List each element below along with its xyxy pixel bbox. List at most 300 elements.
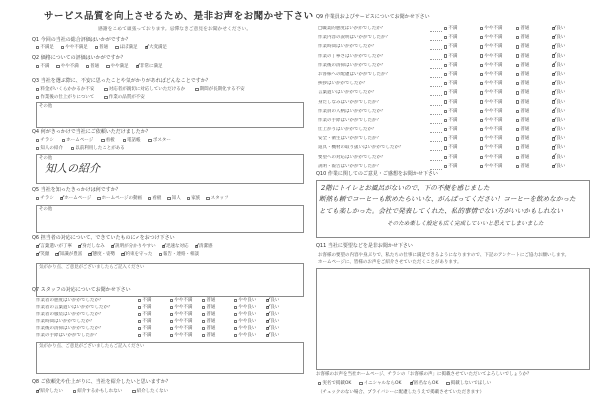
q9-cell[interactable] (552, 90, 588, 95)
checkbox[interactable] (234, 313, 237, 316)
checkbox-checked[interactable] (552, 91, 555, 94)
q9-cell[interactable] (516, 155, 552, 160)
checkbox[interactable] (516, 100, 519, 103)
checkbox[interactable] (36, 147, 39, 150)
q9-row-10 (318, 116, 588, 125)
q9-cell[interactable] (516, 90, 552, 95)
checkbox[interactable] (516, 54, 519, 57)
q4-comment-box[interactable] (36, 154, 304, 184)
checkbox-checked[interactable] (552, 27, 555, 30)
q9-cell[interactable] (480, 81, 516, 86)
checkbox[interactable] (187, 197, 190, 200)
cell[interactable]: 普通 (202, 333, 234, 338)
q9-cell[interactable] (444, 35, 480, 40)
row-label: 説明・報告はいかがでしたか？ (318, 163, 381, 169)
q3-option-4[interactable]: 作業の品質が不安 (104, 95, 144, 100)
q9-cell[interactable] (516, 100, 552, 105)
q9-cell[interactable] (444, 72, 480, 77)
q4-option-6[interactable]: 以前利用したことがある (71, 146, 125, 151)
checkbox[interactable] (73, 390, 76, 393)
checkbox[interactable] (71, 147, 74, 150)
checkbox[interactable] (444, 54, 447, 57)
checkbox[interactable] (159, 253, 162, 256)
dotted-leader (430, 86, 442, 87)
q9-cell[interactable] (552, 63, 588, 68)
q9-cell[interactable] (516, 35, 552, 40)
checkbox[interactable] (138, 299, 141, 302)
checkbox[interactable] (318, 382, 321, 385)
dotted-leader (430, 49, 442, 50)
checkbox[interactable] (480, 91, 483, 94)
q9-cell[interactable] (480, 90, 516, 95)
checkbox[interactable] (516, 146, 519, 149)
checkbox[interactable] (516, 73, 519, 76)
q3-option-2[interactable]: 期間が長期化する不安 (195, 87, 244, 92)
q1-option-2[interactable]: 普通 (95, 45, 108, 50)
checkbox-checked[interactable] (266, 334, 269, 337)
checkbox[interactable] (206, 197, 209, 200)
q4-option-0[interactable]: チラシ (36, 138, 54, 143)
checkbox[interactable] (516, 45, 519, 48)
checkbox[interactable] (446, 382, 449, 385)
cell[interactable]: 不満 (138, 312, 170, 317)
checkbox[interactable] (516, 36, 519, 39)
checkbox-checked[interactable] (136, 65, 139, 68)
checkbox-checked[interactable] (36, 245, 39, 248)
checkbox[interactable] (359, 382, 362, 385)
q6-option-0[interactable]: ✓ 言葉遣いが丁寧 (36, 244, 72, 249)
q3-option-0[interactable]: 料金がいくらかかるか不安 (36, 87, 94, 92)
checkbox[interactable] (202, 306, 205, 309)
checkbox[interactable] (115, 46, 118, 49)
checkbox[interactable] (95, 46, 98, 49)
q9-cell[interactable] (552, 35, 588, 40)
q11-comment-box[interactable] (316, 268, 590, 370)
q9-cell[interactable] (552, 118, 588, 123)
q5-option-2[interactable]: ホームページの動画 (97, 196, 142, 201)
q1-option-0[interactable]: 不満足 (36, 45, 54, 50)
cell[interactable]: やや良い (234, 326, 266, 331)
cell[interactable]: 不満 (138, 305, 170, 310)
q9-cell[interactable] (444, 155, 480, 160)
checkbox[interactable] (516, 82, 519, 85)
q9-cell[interactable] (480, 26, 516, 31)
option-label: 普通 (520, 81, 530, 87)
q9-cell[interactable] (552, 109, 588, 114)
checkbox[interactable] (444, 45, 447, 48)
q9-cell[interactable] (516, 136, 552, 141)
checkbox-checked[interactable] (195, 245, 198, 248)
checkbox[interactable] (123, 139, 126, 142)
checkbox-checked[interactable] (36, 390, 39, 393)
q6-option-5[interactable]: ✓ 笑顔 (36, 252, 49, 257)
q6-option-4[interactable]: ✓ 清潔感 (195, 244, 213, 249)
q3-option-1[interactable]: 対応者が親切に対応していただけるか (104, 87, 185, 92)
q9-table (318, 24, 588, 171)
q9-cell[interactable] (552, 145, 588, 150)
checkbox-checked[interactable] (162, 245, 165, 248)
checkbox-checked[interactable] (552, 119, 555, 122)
checkbox[interactable] (170, 320, 173, 323)
checkbox[interactable] (170, 313, 173, 316)
checkbox-checked[interactable] (121, 253, 124, 256)
q9-cell[interactable] (444, 44, 480, 49)
q5-option-1[interactable]: ✓ ホームページ (60, 196, 91, 201)
checkbox-checked[interactable] (552, 100, 555, 103)
checkbox-checked[interactable] (552, 165, 555, 168)
q9-cell[interactable] (516, 145, 552, 150)
q9-cell[interactable] (444, 54, 480, 59)
checkbox[interactable] (106, 65, 109, 68)
q1-option-4[interactable]: ✓ 大変満足 (145, 45, 167, 50)
footer-option-1[interactable]: イニシャルならOK (359, 381, 401, 386)
q9-cell[interactable] (552, 100, 588, 105)
q1-option-1[interactable]: やや不満足 (61, 45, 88, 50)
checkbox[interactable] (480, 137, 483, 140)
q9-cell[interactable] (480, 127, 516, 132)
q9-cell[interactable] (480, 72, 516, 77)
checkbox[interactable] (480, 54, 483, 57)
checkbox[interactable] (444, 82, 447, 85)
cell[interactable]: やや不満 (170, 312, 202, 317)
checkbox[interactable] (104, 88, 107, 91)
cell[interactable]: 不満 (138, 298, 170, 303)
cell[interactable]: ✓ 良い (266, 298, 298, 303)
row-label: 作業員の人柄はいかがでしたか？ (318, 108, 386, 114)
checkbox-checked[interactable] (60, 197, 63, 200)
q9-cell[interactable] (552, 155, 588, 160)
checkbox[interactable] (444, 91, 447, 94)
q9-cell[interactable] (480, 155, 516, 160)
q9-cell[interactable] (480, 35, 516, 40)
checkbox[interactable] (86, 65, 89, 68)
q9-cell[interactable] (444, 136, 480, 141)
checkbox[interactable] (234, 299, 237, 302)
checkbox[interactable] (104, 96, 107, 99)
footer-option-2[interactable]: ✓ 匿名ならOK (410, 381, 439, 386)
checkbox-checked[interactable] (266, 299, 269, 302)
q9-cell[interactable] (552, 127, 588, 132)
checkbox[interactable] (202, 299, 205, 302)
q9-cell[interactable] (444, 90, 480, 95)
checkbox[interactable] (234, 334, 237, 337)
checkbox-checked[interactable] (552, 110, 555, 113)
checkbox[interactable] (516, 64, 519, 67)
q2-option-4[interactable]: ✓ 非常に満足 (136, 64, 163, 69)
checkbox[interactable] (480, 45, 483, 48)
cell[interactable]: 不満 (138, 333, 170, 338)
checkbox[interactable] (444, 100, 447, 103)
checkbox[interactable] (170, 306, 173, 309)
q5-option-6[interactable]: スタッフ (206, 196, 228, 201)
checkbox[interactable] (444, 36, 447, 39)
checkbox-checked[interactable] (552, 146, 555, 149)
checkbox[interactable] (148, 139, 151, 142)
q9-cell[interactable] (444, 118, 480, 123)
q9-cell[interactable] (516, 63, 552, 68)
q9-cell[interactable] (516, 118, 552, 123)
q6-option-6[interactable]: ✓ 知識が豊富 (55, 252, 82, 257)
checkbox[interactable] (56, 65, 59, 68)
q9-cell[interactable] (516, 164, 552, 169)
checkbox-checked[interactable] (552, 64, 555, 67)
q7-comment-box[interactable] (36, 342, 304, 374)
checkbox[interactable] (444, 128, 447, 131)
cell[interactable]: 普通 (202, 319, 234, 324)
checkbox[interactable] (444, 64, 447, 67)
checkbox[interactable] (444, 165, 447, 168)
q6-option-3[interactable]: ✓ 迅速な対応 (162, 244, 189, 249)
checkbox-checked[interactable] (55, 253, 58, 256)
checkbox[interactable] (480, 165, 483, 168)
q8-option-1[interactable]: 紹介するかもしれない (73, 389, 122, 394)
q9-cell[interactable] (444, 100, 480, 105)
checkbox[interactable] (36, 197, 39, 200)
q9-row-1 (318, 33, 588, 42)
checkbox[interactable] (167, 197, 170, 200)
q5-comment-box[interactable] (36, 205, 304, 233)
q9-cell[interactable] (480, 109, 516, 114)
q9-cell[interactable] (552, 81, 588, 86)
q2-option-1[interactable]: やや不満 (56, 64, 78, 69)
q9-cell[interactable] (480, 44, 516, 49)
cell[interactable]: ✓ 良い (266, 319, 298, 324)
checkbox[interactable] (101, 139, 104, 142)
cell[interactable]: ✓ 良い (266, 305, 298, 310)
checkbox[interactable] (202, 334, 205, 337)
checkbox-checked[interactable] (266, 306, 269, 309)
q4-option-1[interactable]: ホームページ (62, 138, 93, 143)
q9-cell[interactable] (552, 54, 588, 59)
checkbox[interactable] (138, 334, 141, 337)
checkbox-checked[interactable] (266, 313, 269, 316)
checkbox[interactable] (480, 156, 483, 159)
cell[interactable]: 普通 (202, 326, 234, 331)
checkbox[interactable] (36, 139, 39, 142)
q9-cell[interactable] (552, 72, 588, 77)
option-label: 普通 (520, 62, 530, 68)
checkbox[interactable] (234, 320, 237, 323)
checkbox[interactable] (36, 65, 39, 68)
q9-cell[interactable] (516, 81, 552, 86)
q9-cell[interactable] (444, 26, 480, 31)
q9-cell[interactable] (480, 100, 516, 105)
checkbox-checked[interactable] (552, 156, 555, 159)
footer-option-3[interactable]: 掲載しないでほしい (446, 381, 491, 386)
q4-option-5[interactable]: 知人の紹介 (36, 146, 63, 151)
cell[interactable]: 普通 (202, 298, 234, 303)
q2-option-0[interactable]: 不満 (36, 64, 49, 69)
cell[interactable]: 不満 (138, 326, 170, 331)
cell[interactable]: やや良い (234, 333, 266, 338)
q9-cell[interactable] (480, 63, 516, 68)
checkbox[interactable] (170, 334, 173, 337)
checkbox[interactable] (480, 128, 483, 131)
checkbox[interactable] (516, 91, 519, 94)
q4-option-3[interactable]: 電話帳 (123, 138, 141, 143)
q9-cell[interactable] (444, 127, 480, 132)
q9-cell[interactable] (552, 164, 588, 169)
checkbox[interactable] (444, 27, 447, 30)
q2-option-2[interactable]: 普通 (86, 64, 99, 69)
checkbox-checked[interactable] (410, 382, 413, 385)
q6-option-1[interactable]: ✓ 身だしなみ (78, 244, 105, 249)
footer-option-0[interactable]: 実名で掲載OK (318, 381, 351, 386)
q9-cell[interactable] (444, 145, 480, 150)
q8-option-0[interactable]: ✓ 紹介したい (36, 389, 63, 394)
q6-option-2[interactable]: ✓ 説明が分かりやすい (111, 244, 156, 249)
q5-option-5[interactable]: 家族 (187, 196, 200, 201)
checkbox[interactable] (138, 306, 141, 309)
checkbox[interactable] (516, 165, 519, 168)
cell[interactable]: やや不満 (170, 298, 202, 303)
q6-option-9[interactable]: 報告・連絡・相談 (159, 252, 199, 257)
checkbox[interactable] (480, 27, 483, 30)
checkbox[interactable] (444, 73, 447, 76)
cell[interactable]: やや良い (234, 298, 266, 303)
checkbox-checked[interactable] (36, 253, 39, 256)
checkbox[interactable] (444, 156, 447, 159)
checkbox[interactable] (516, 110, 519, 113)
q9-cell[interactable] (552, 26, 588, 31)
cell[interactable]: やや良い (234, 305, 266, 310)
q5-option-3[interactable]: 看板 (148, 196, 161, 201)
checkbox[interactable] (36, 88, 39, 91)
q6-option-8[interactable]: ✓ 約束を守った (121, 252, 152, 257)
checkbox[interactable] (516, 27, 519, 30)
cell[interactable]: やや不満 (170, 333, 202, 338)
q10-comment-box[interactable] (316, 180, 590, 238)
checkbox[interactable] (516, 156, 519, 159)
cell[interactable]: 普通 (202, 312, 234, 317)
q9-cell[interactable] (480, 164, 516, 169)
cell[interactable]: やや不満 (170, 326, 202, 331)
checkbox[interactable] (234, 306, 237, 309)
checkbox-checked[interactable] (552, 54, 555, 57)
q9-cell[interactable] (516, 127, 552, 132)
checkbox-checked[interactable] (78, 245, 81, 248)
cell[interactable]: やや良い (234, 312, 266, 317)
checkbox-checked[interactable] (552, 45, 555, 48)
cell[interactable]: やや不満 (170, 319, 202, 324)
checkbox-checked[interactable] (552, 128, 555, 131)
q8-option-2[interactable]: 紹介したくない (132, 389, 168, 394)
checkbox[interactable] (97, 197, 100, 200)
checkbox[interactable] (480, 110, 483, 113)
checkbox[interactable] (480, 36, 483, 39)
q4-option-2[interactable]: 看板 (101, 138, 114, 143)
checkbox-checked[interactable] (88, 253, 91, 256)
checkbox-checked[interactable] (552, 36, 555, 39)
cell[interactable]: やや良い (234, 319, 266, 324)
box-label: 気がかり点、ご意見がございましたらご記入ください (39, 344, 145, 349)
checkbox[interactable] (36, 46, 39, 49)
checkbox[interactable] (444, 119, 447, 122)
checkbox-checked[interactable] (552, 137, 555, 140)
checkbox[interactable] (480, 100, 483, 103)
option-label: 良い (556, 44, 566, 50)
cell[interactable]: ✓ 良い (266, 312, 298, 317)
checkbox[interactable] (62, 139, 65, 142)
checkbox-checked[interactable] (111, 245, 114, 248)
checkbox[interactable] (480, 119, 483, 122)
checkbox[interactable] (516, 119, 519, 122)
q9-cell[interactable] (444, 81, 480, 86)
q3-option-3[interactable]: 作業後の仕上がりについて (36, 95, 94, 100)
option-label: 良い (556, 163, 566, 169)
q1-options (36, 45, 167, 50)
q4-option-4[interactable]: ポスター (148, 138, 170, 143)
checkbox[interactable] (170, 299, 173, 302)
q1-option-3[interactable]: ほぼ満足 (115, 45, 137, 50)
q9-cell[interactable] (516, 72, 552, 77)
checkbox[interactable] (202, 313, 205, 316)
checkbox[interactable] (480, 73, 483, 76)
cell[interactable]: やや不満 (170, 305, 202, 310)
checkbox[interactable] (61, 46, 64, 49)
checkbox[interactable] (36, 96, 39, 99)
q5-option-0[interactable]: チラシ (36, 196, 54, 201)
checkbox-checked[interactable] (552, 73, 555, 76)
q9-cell[interactable] (444, 109, 480, 114)
cell[interactable]: 普通 (202, 305, 234, 310)
q9-cell[interactable] (516, 26, 552, 31)
checkbox[interactable] (234, 327, 237, 330)
q2-option-3[interactable]: やや満足 (106, 64, 128, 69)
q9-cell[interactable] (480, 54, 516, 59)
checkbox[interactable] (202, 327, 205, 330)
q9-cell[interactable] (552, 136, 588, 141)
checkbox[interactable] (148, 197, 151, 200)
checkbox-checked[interactable] (552, 82, 555, 85)
cell[interactable]: ✓ 良い (266, 326, 298, 331)
checkbox[interactable] (444, 110, 447, 113)
q9-cell[interactable] (480, 145, 516, 150)
q9-cell[interactable] (480, 136, 516, 141)
q6-option-7[interactable]: ✓ 態度・姿勢 (88, 252, 115, 257)
checkbox[interactable] (444, 137, 447, 140)
cell[interactable]: ✓ 良い (266, 333, 298, 338)
q9-cell[interactable] (480, 118, 516, 123)
q9-cell[interactable] (444, 164, 480, 169)
cell[interactable]: 不満 (138, 319, 170, 324)
checkbox[interactable] (516, 128, 519, 131)
checkbox[interactable] (170, 327, 173, 330)
checkbox[interactable] (480, 64, 483, 67)
q9-cell[interactable] (516, 54, 552, 59)
option-label: 不満 (448, 81, 458, 87)
checkbox[interactable] (444, 146, 447, 149)
checkbox[interactable] (138, 327, 141, 330)
checkbox[interactable] (195, 88, 198, 91)
checkbox[interactable] (132, 390, 135, 393)
q3-comment-box[interactable] (36, 102, 304, 128)
q5-option-4[interactable]: 知人 (167, 196, 180, 201)
checkbox-checked[interactable] (145, 46, 148, 49)
q9-cell[interactable] (516, 109, 552, 114)
q9-cell[interactable] (552, 44, 588, 49)
checkbox[interactable] (138, 313, 141, 316)
checkbox[interactable] (202, 320, 205, 323)
checkbox[interactable] (480, 146, 483, 149)
checkbox[interactable] (480, 82, 483, 85)
checkbox-checked[interactable] (266, 320, 269, 323)
checkbox[interactable] (516, 137, 519, 140)
checkbox-checked[interactable] (266, 327, 269, 330)
q9-cell[interactable] (444, 63, 480, 68)
checkbox[interactable] (138, 320, 141, 323)
q9-cell[interactable] (516, 44, 552, 49)
